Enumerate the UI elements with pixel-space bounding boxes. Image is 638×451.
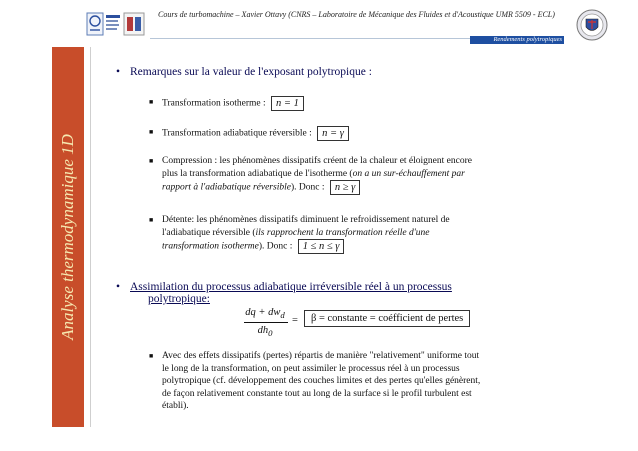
compression-line3-italic: rapport à l'adiabatique réversible: [162, 182, 291, 193]
detente-line1: Détente: les phénomènes dissipatifs diminuent le refroidissement naturel de: [162, 215, 450, 225]
numerator-text: dq + dw: [245, 307, 281, 318]
detente-line2: l'adiabatique réversible (: [162, 227, 256, 238]
pertes-line5: établi).: [162, 401, 189, 411]
formula-detente: 1 ≤ n ≤ γ: [298, 239, 345, 254]
pertes-line4: de façon relativement constante tout au long de la surface si le profil turbulent est: [162, 388, 472, 399]
bullet-assimilation: • Assimilation du processus adiabatique irréversible réel à un processus polytropique:: [116, 281, 452, 305]
compression-line3: ). Donc :: [290, 182, 325, 193]
detente-line3-italic: transformation isotherme: [162, 241, 259, 252]
formula-isotherme: n = 1: [271, 96, 304, 111]
item-isotherme-text: Transformation isotherme :: [162, 98, 266, 109]
header-text: Cours de turbomachine – Xavier Ottavy (CNRS – Laboratoire de Mécanique des Fluides et d'Acoustique UMR 5509 - ECL): [158, 10, 555, 19]
bullet-assimilation-line2: polytropique:: [148, 293, 210, 305]
section-tag: Rendements polytropiques: [493, 36, 562, 43]
equals-sign: =: [292, 315, 298, 326]
compression-line1: Compression : les phénomènes dissipatifs créent de la chaleur et éloignent encore: [162, 156, 472, 166]
bullet-assimilation-line1: Assimilation du processus adiabatique irréversible réel à un processus: [130, 281, 452, 293]
fraction-denominator: [242, 325, 288, 338]
bullet-remarques-text: Remarques sur la valeur de l'exposant polytropique :: [130, 66, 372, 78]
pertes-line2: le long de la transformation, on peut assimiler le processus réel à un processus: [162, 363, 460, 374]
formula-rhs: β = constante = coéfficient de pertes: [304, 310, 470, 327]
item-pertes: ■ Avec des effets dissipatifs (pertes) répartis de manière "relativement" uniforme tout le long de la transformation, on peut assimiler le processus réel à un processus polytropique (cf. développement des couches limites et des pertes qu'elles génèrent, de façon relativement constante tout au long de la surface si le profil turbulent est établi).: [149, 351, 481, 411]
denominator-sub: 0: [268, 328, 273, 339]
compression-line2-italic: on a un sur-échauffement par: [352, 168, 465, 179]
sidebar-title-text: Analyse thermodynamique 1D: [58, 134, 77, 340]
numerator-sub: d: [280, 310, 285, 321]
formula-adiabatique: n = γ: [317, 126, 349, 141]
detente-line3: ). Donc :: [258, 241, 293, 252]
item-compression: ■ Compression : les phénomènes dissipatifs créent de la chaleur et éloignent encore plus la transformation adiabatique de l'isotherme (on a un sur-échauffement par rapport à l'adiabatique réversible). Donc : n ≥ γ: [149, 156, 472, 193]
item-adiabatique-text: Transformation adiabatique réversible :: [162, 128, 312, 139]
fraction-bar: [244, 322, 288, 323]
pertes-line3: polytropique (cf. développement des couches limites et des pertes qu'elles génèrent,: [162, 376, 481, 386]
denominator-text: dh: [257, 325, 269, 336]
detente-line2-italic: ils rapprochent la transformation réelle d'une: [255, 227, 430, 238]
formula-beta: [242, 307, 512, 347]
item-adiabatique: ■ Transformation adiabatique réversible : n = γ: [162, 126, 349, 141]
formula-compression: n ≥ γ: [330, 180, 360, 195]
pertes-line1: Avec des effets dissipatifs (pertes) répartis de manière "relativement" uniforme tout: [162, 351, 480, 361]
bullet-remarques: • Remarques sur la valeur de l'exposant polytropique :: [116, 66, 372, 78]
item-isotherme: ■ Transformation isotherme : n = 1: [162, 96, 304, 111]
compression-line2: plus la transformation adiabatique de l'isotherme (: [162, 168, 353, 179]
fraction-numerator: [242, 307, 288, 320]
item-detente: ■ Détente: les phénomènes dissipatifs diminuent le refroidissement naturel de l'adiabatique réversible (ils rapprochent la transformation réelle d'une transformation isotherme). Donc : 1 ≤ n ≤ γ: [149, 215, 450, 252]
